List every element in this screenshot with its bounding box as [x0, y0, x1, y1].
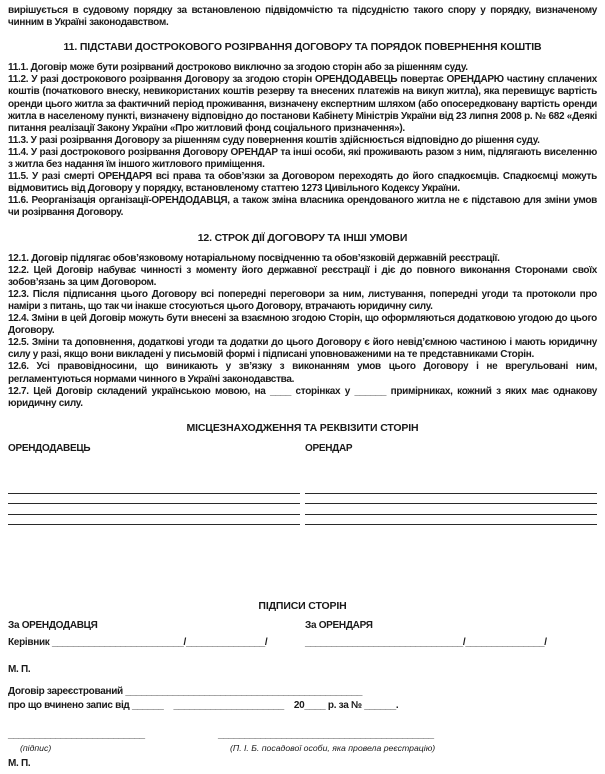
official-signature-blank: __________________________: [8, 728, 145, 740]
clause-12-4: 12.4. Зміни в цей Договір можуть бути внесені за взаємною згодою Сторін, що оформляються додатковою угодою до цього Договору.: [8, 313, 597, 337]
lessee-header: ОРЕНДАР: [305, 442, 353, 454]
clause-11-1: 11.1. Договір може бути розірваний достроково виключно за згодою сторін або за рішенням суду.: [8, 62, 468, 74]
requisites-title: МІСЦЕЗНАХОДЖЕННЯ ТА РЕКВІЗИТИ СТОРІН: [186, 421, 419, 434]
official-signature-row: [8, 729, 597, 741]
lessee-requisites-column: [305, 443, 597, 525]
lessee-signature-line: ______________________________/_______________/: [305, 637, 547, 649]
clause-12-2: 12.2. Цей Договір набуває чинності з моменту його державної реєстрації і діє до повного виконання Сторонами своїх зобов’язань за цим Договором.: [8, 264, 597, 288]
clause-11-4: 11.4. У разі дострокового розірвання Договору ОРЕНДАР та інші особи, які проживають разом з ним, підлягають виселенню з житла без надання їм іншого житлового приміщення.: [8, 146, 597, 171]
clause-12-7: 12.7. Цей Договір складений українською мовою, на ____ сторінках у ______ примірниках, кожний з яких має однакову юридичну силу.: [8, 385, 597, 409]
blank-line: [305, 483, 597, 494]
intro-paragraph: вирішується в судовому порядку за встановленою підвідомчістю та підсудністю такого спору у порядку, визначеному чинним в Україні законодавством.: [8, 5, 597, 29]
clause-12-5: 12.5. Зміни та доповнення, додаткові угоди та додатки до цього Договору є його невід’ємною частиною і мають юридичну силу у разі, якщо вони викладені у письмовій формі і підписані уповноваженими на те представниками Сторін.: [8, 337, 597, 361]
section-11: [8, 62, 597, 219]
clause-11-6: 11.6. Реорганізація організації-ОРЕНДОДАВЦЯ, а також зміна власника орендованого житла не є підставою для зміни умов чи розірвання Договору.: [8, 195, 597, 219]
blank-line: [305, 494, 597, 505]
vertical-spacer: [8, 525, 597, 600]
clause-11-2: 11.2. У разі дострокового розірвання Договору за згодою сторін ОРЕНДОДАВЕЦЬ повертає ОРЕНДАРЮ частину сплачених коштів (початкового внеску, невикористаних коштів резерву та внесених платежів на викуп житла), яка перевищує вартість оренди цього житла за фактичний період проживання, визначену експертним шляхом (або опосередковану вартість оренди житла в населеному пункті, визначену відповідно до постанови Кабінету Міністрів України від 23 липня 2008 р. № 682 «Деякі питання реалізації Закону України «Про житловий фонд соціального призначення»).: [8, 74, 597, 134]
registration-line-1: Договір зареєстрований _____________________________________________: [8, 685, 363, 697]
lessee-blank-lines: [305, 483, 597, 525]
blank-line: [305, 504, 597, 515]
registration-block: [8, 686, 597, 712]
clause-12-1: 12.1. Договір підлягає обов’язковому нотаріальному посвідченню та обов’язковій державній реєстрації.: [8, 252, 500, 264]
lessor-signature-column: [8, 620, 300, 676]
for-lessee-label: За ОРЕНДАРЯ: [305, 620, 373, 632]
blank-line: [8, 515, 300, 526]
blank-line: [305, 515, 597, 526]
requisites-columns: [8, 443, 597, 525]
blank-line: [8, 483, 300, 494]
clause-11-3: 11.3. У разі розірвання Договору за рішенням суду повернення коштів здійснюється відповідно до рішення суду.: [8, 134, 540, 146]
blank-line: [8, 504, 300, 515]
blank-line: [8, 494, 300, 505]
clause-11-5: 11.5. У разі смерті ОРЕНДАРЯ всі права та обов’язки за Договором переходять до його спадкоємців. Спадкоємці можуть відмовитись від Договору у порядку, встановленому статтею 1273 Цивільного Кодексу України.: [8, 171, 597, 195]
lessor-signature-line: Керівник _________________________/_______________/: [8, 637, 268, 649]
clause-12-3: 12.3. Після підписання цього Договору всі попередні переговори за ним, листування, попередні угоди та протоколи про наміри з питань, що так чи інакше стосуються цього Договору, втрачають юридичну силу.: [8, 288, 597, 312]
stamp-label-bottom: М. П.: [8, 757, 31, 769]
official-name-caption: (П. І. Б. посадової особи, яка провела реєстрацію): [230, 742, 436, 753]
signature-caption: (підпис): [20, 742, 52, 753]
section-12: [8, 253, 597, 410]
clause-12-6: 12.6. Усі правовідносини, що виникають у зв’язку з виконанням умов цього Договору і не врегульовані ним, регламентуються нормами чинного в Україні законодавства.: [8, 361, 597, 385]
signatures-columns: [8, 620, 597, 676]
lessor-requisites-column: [8, 443, 300, 525]
lessor-blank-lines: [8, 483, 300, 525]
section-12-title: 12. СТРОК ДІЇ ДОГОВОРУ ТА ІНШІ УМОВИ: [197, 231, 408, 244]
signatures-title: ПІДПИСИ СТОРІН: [258, 600, 347, 613]
official-caption-row: [8, 742, 597, 754]
lessor-header: ОРЕНДОДАВЕЦЬ: [8, 442, 91, 454]
registration-line-2: про що вчинено запис від ______ _____________________ 20____ р. за № ______.: [8, 699, 399, 711]
section-11-title: 11. ПІДСТАВИ ДОСТРОКОВОГО РОЗІРВАННЯ ДОГОВОРУ ТА ПОРЯДОК ПОВЕРНЕННЯ КОШТІВ: [63, 41, 542, 54]
lessee-signature-column: [305, 620, 597, 676]
for-lessor-label: За ОРЕНДОДАВЦЯ: [8, 620, 98, 632]
stamp-label: М. П.: [8, 664, 31, 676]
official-name-blank: _________________________________________: [218, 728, 434, 740]
